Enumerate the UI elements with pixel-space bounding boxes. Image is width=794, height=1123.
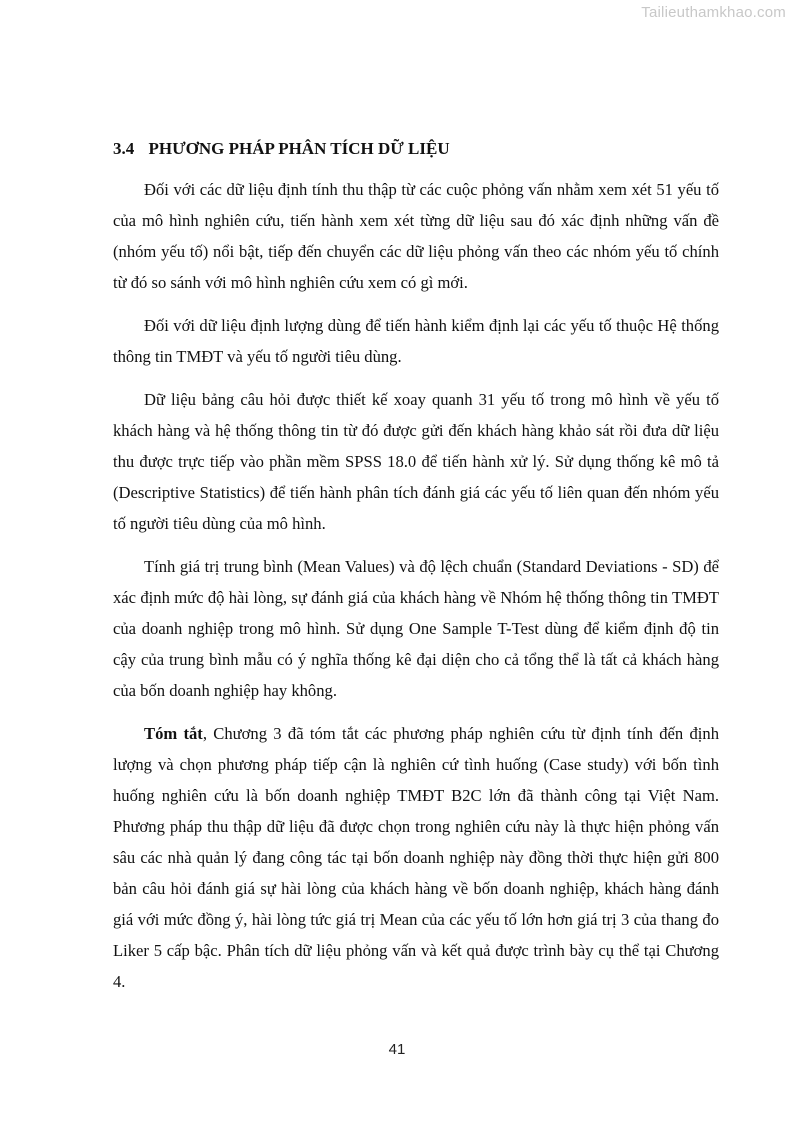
page-number: 41 xyxy=(388,1041,406,1058)
section-title: PHƯƠNG PHÁP PHÂN TÍCH DỮ LIỆU xyxy=(148,139,450,158)
section-number: 3.4 xyxy=(113,139,135,158)
page-content xyxy=(113,136,719,1009)
section-heading xyxy=(113,136,719,162)
paragraph-qualitative: Đối với các dữ liệu định tính thu thập từ các cuộc phỏng vấn nhằm xem xét 51 yếu tố của mô hình nghiên cứu, tiến hành xem xét từng dữ liệu sau đó xác định những vấn đề (nhóm yếu tố) nổi bật, tiếp đến chuyển các dữ liệu phỏng vấn theo các nhóm yếu tố chính từ đó so sánh với mô hình nghiên cứu xem có gì mới. xyxy=(113,180,719,292)
summary-lead: Tóm tắt xyxy=(144,724,203,743)
summary-text: , Chương 3 đã tóm tắt các phương pháp nghiên cứu từ định tính đến định lượng và chọn phương pháp tiếp cận là nghiên cứ tình huống (Case study) với bốn tình huống nghiên cứu là bốn doanh nghiệp TMĐT B2C lớn đã thành công tại Việt Nam. Phương pháp thu thập dữ liệu đã được chọn trong nghiên cứu này là thực hiện phỏng vấn sâu các nhà quản lý đang công tác tại bốn doanh nghiệp này đồng thời thực hiện gửi 800 bản câu hỏi đánh giá sự hài lòng của khách hàng về bốn doanh nghiệp, khách hàng đánh giá với mức đồng ý, hài lòng tức giá trị Mean của các yếu tố lớn hơn giá trị 3 của thang đo Liker 5 cấp bậc. Phân tích dữ liệu phỏng vấn và kết quả được trình bày cụ thể tại Chương 4. xyxy=(113,724,720,991)
paragraph-mean-values: Tính giá trị trung bình (Mean Values) và độ lệch chuẩn (Standard Deviations - SD) để xác định mức độ hài lòng, sự đánh giá của khách hàng về Nhóm hệ thống thông tin TMĐT của doanh nghiệp trong mô hình. Sử dụng One Sample T-Test dùng để kiểm định độ tin cậy của trung bình mẫu có ý nghĩa thống kê đại diện cho cả tổng thể là tất cả khách hàng của bốn doanh nghiệp hay không. xyxy=(113,557,719,700)
paragraph-quantitative: Đối với dữ liệu định lượng dùng để tiến hành kiểm định lại các yếu tố thuộc Hệ thống thông tin TMĐT và yếu tố người tiêu dùng. xyxy=(113,316,719,366)
paragraph-summary xyxy=(113,718,719,997)
watermark: Tailieuthamkhao.com xyxy=(641,4,786,21)
paragraph-questionnaire: Dữ liệu bảng câu hỏi được thiết kế xoay quanh 31 yếu tố trong mô hình về yếu tố khách hàng và hệ thống thông tin từ đó được gửi đến khách hàng khảo sát rồi đưa dữ liệu thu được trực tiếp vào phần mềm SPSS 18.0 để tiến hành xử lý. Sử dụng thống kê mô tả (Descriptive Statistics) để tiến hành phân tích đánh giá các yếu tố liên quan đến nhóm yếu tố người tiêu dùng của mô hình. xyxy=(113,390,719,533)
